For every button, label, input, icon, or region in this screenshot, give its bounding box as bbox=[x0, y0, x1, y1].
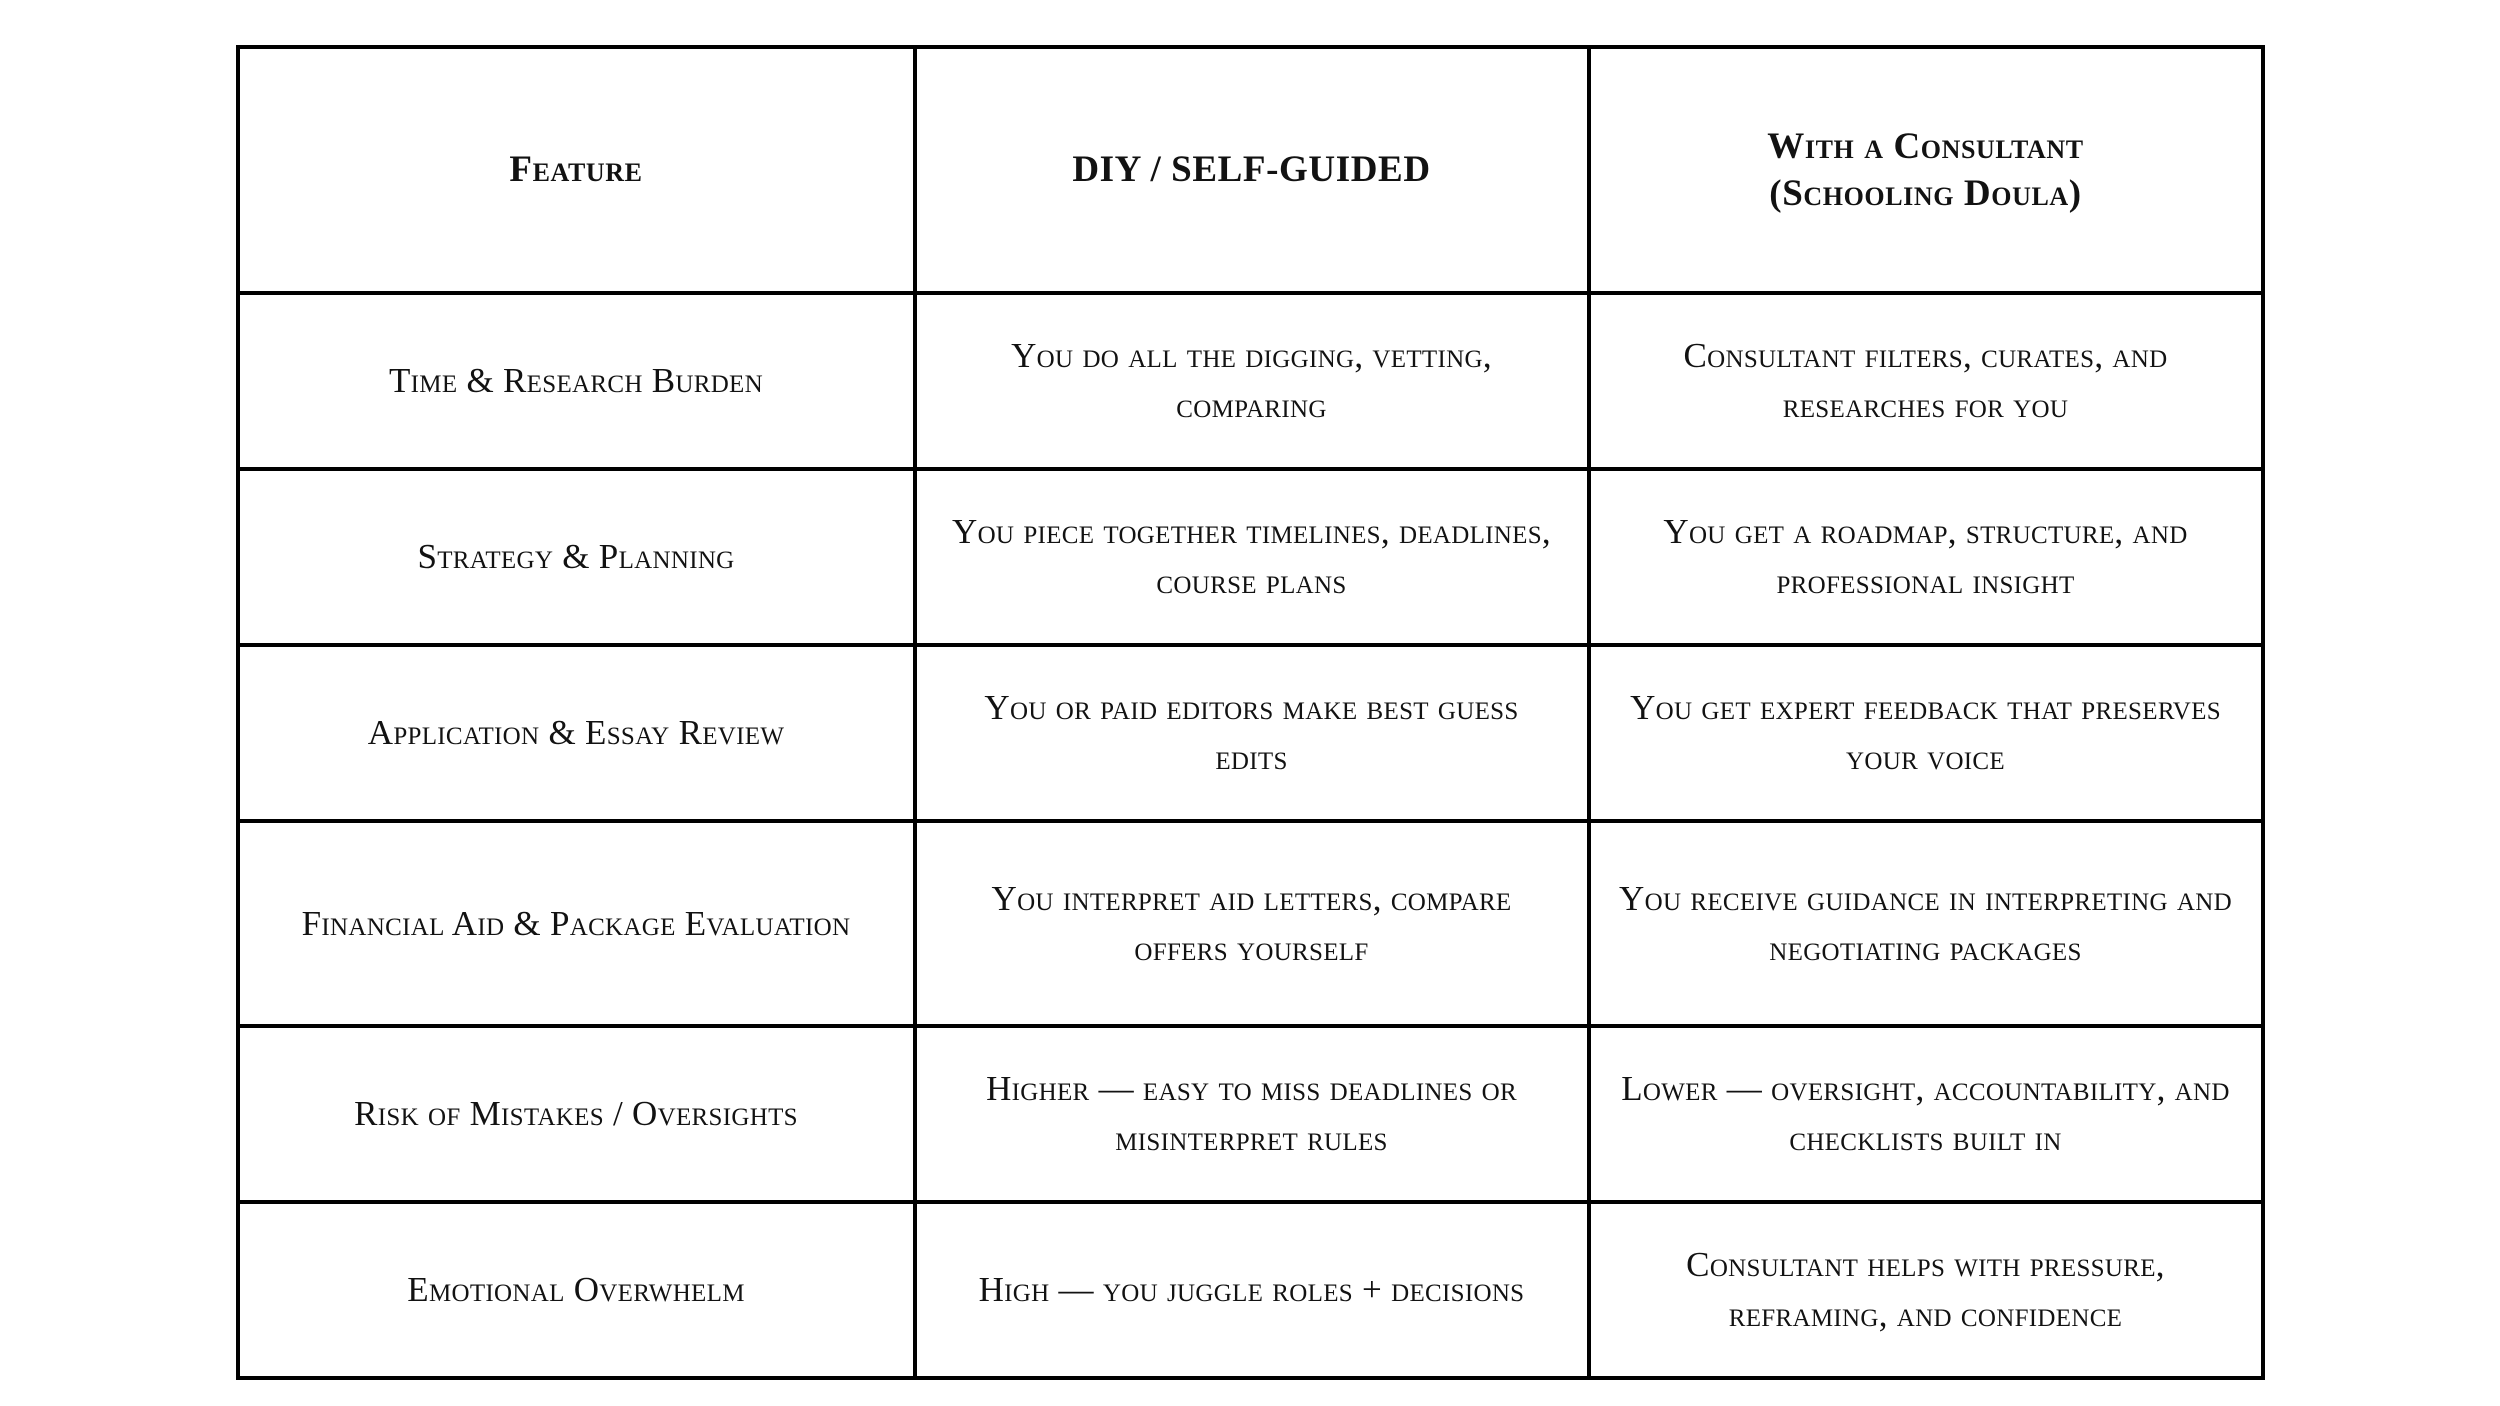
table-body bbox=[238, 293, 2263, 1378]
cell-feature: Risk of Mistakes / Oversights bbox=[238, 1026, 915, 1202]
cell-diy: High — you juggle roles + decisions bbox=[915, 1202, 1589, 1378]
table-row bbox=[238, 1202, 2263, 1378]
cell-consultant: Consultant helps with pressure, reframing, and confidence bbox=[1589, 1202, 2263, 1378]
cell-consultant: You get expert feedback that preserves your voice bbox=[1589, 645, 2263, 821]
table-row bbox=[238, 293, 2263, 469]
cell-feature: Time & Research Burden bbox=[238, 293, 915, 469]
column-header-feature: Feature bbox=[238, 47, 915, 293]
comparison-table bbox=[236, 45, 2265, 1380]
cell-diy: You piece together timelines, deadlines, course plans bbox=[915, 469, 1589, 645]
column-header-consultant-line2: (Schooling Doula) bbox=[1769, 173, 2082, 214]
table-header bbox=[238, 47, 2263, 293]
column-header-with-a-consultant bbox=[1589, 47, 2263, 293]
cell-consultant: Consultant filters, curates, and researches for you bbox=[1589, 293, 2263, 469]
cell-consultant: Lower — oversight, accountability, and checklists built in bbox=[1589, 1026, 2263, 1202]
table-row bbox=[238, 645, 2263, 821]
cell-feature: Strategy & Planning bbox=[238, 469, 915, 645]
cell-consultant: You receive guidance in interpreting and negotiating packages bbox=[1589, 821, 2263, 1026]
cell-feature: Emotional Overwhelm bbox=[238, 1202, 915, 1378]
cell-diy: Higher — easy to miss deadlines or misinterpret rules bbox=[915, 1026, 1589, 1202]
cell-consultant: You get a roadmap, structure, and professional insight bbox=[1589, 469, 2263, 645]
header-row bbox=[238, 47, 2263, 293]
cell-feature: Application & Essay Review bbox=[238, 645, 915, 821]
cell-diy: You or paid editors make best guess edits bbox=[915, 645, 1589, 821]
cell-diy: You interpret aid letters, compare offers yourself bbox=[915, 821, 1589, 1026]
table-row bbox=[238, 469, 2263, 645]
cell-diy: You do all the digging, vetting, comparing bbox=[915, 293, 1589, 469]
column-header-consultant-line1: With a Consultant bbox=[1767, 125, 2084, 167]
column-header-diy-self-guided: DIY / SELF-GUIDED bbox=[915, 47, 1589, 293]
cell-feature: Financial Aid & Package Evaluation bbox=[238, 821, 915, 1026]
table-row bbox=[238, 821, 2263, 1026]
table-row bbox=[238, 1026, 2263, 1202]
